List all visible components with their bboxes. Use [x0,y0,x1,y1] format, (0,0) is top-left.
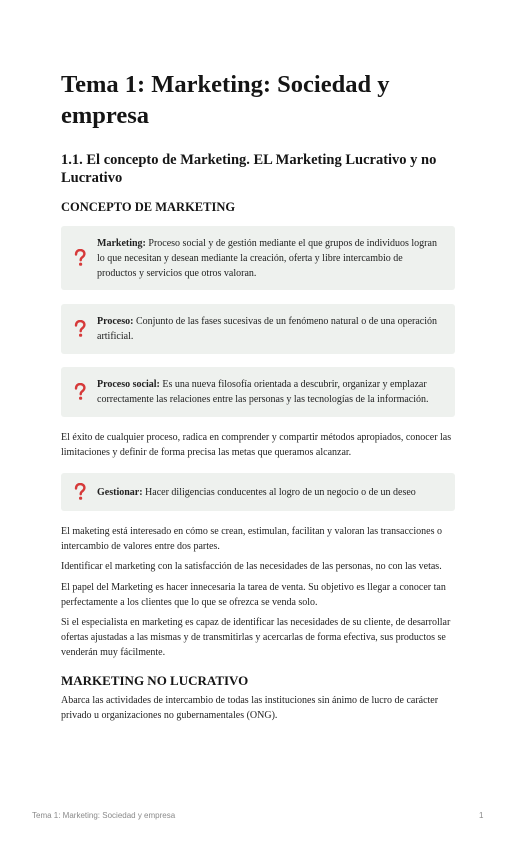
callout-proceso-social [61,367,455,417]
callout-term: Proceso: [97,316,134,327]
page-title: Tema 1: Marketing: Sociedad y empresa [61,71,390,129]
callout-text [97,236,443,281]
callout-definition: Es una nueva filosofía orientada a descubrir, organizar y emplazar correctamente las relaciones entre las personas y las tecnologías de la información. [97,379,429,405]
callout-term: Marketing: [97,237,146,249]
paragraph-exito: El éxito de cualquier proceso, radica en comprender y compartir métodos apropiados, conocer las limitaciones y definir de forma precisa las metas que queramos alcanzar. [61,432,452,458]
callout-term: Proceso social: [97,379,160,390]
callout-text [97,377,443,407]
question-mark-icon [73,483,87,501]
callout-marketing [61,226,455,290]
callout-definition: Conjunto de las fases sucesivas de un fenómeno natural o de una operación artificial. [97,316,437,342]
paragraph-maketing: El maketing está interesado en cómo se crean, estimulan, facilitan y valoran las transacciones o intercambio de valores entre dos partes. [61,526,442,552]
footer-title: Tema 1: Marketing: Sociedad y empresa [32,811,176,820]
heading-concepto: CONCEPTO DE MARKETING [61,200,236,214]
question-mark-icon [73,383,87,401]
paragraph-identificar: Identificar el marketing con la satisfacción de las necesidades de las personas, no con las vetas. [61,561,442,572]
callout-definition: Proceso social y de gestión mediante el que grupos de individuos logran lo que necesitan y desean mediante la creación, oferta y libre intercambio de productos y servicios que otros valoran. [97,237,437,279]
heading-no-lucrativo: MARKETING NO LUCRATIVO [61,673,249,688]
question-mark-icon [73,320,87,338]
paragraph-especialista: Si el especialista en marketing es capaz de identificar las necesidades de su cliente, de desarrollar ofertas ajustadas a las mismas y de transmitirlas y acercarlas de forma efectiva, sus productos se venderán muy fácilmente. [61,617,451,658]
section-title: 1.1. El concepto de Marketing. EL Marketing Lucrativo y no Lucrativo [61,152,437,186]
callout-proceso [61,304,455,354]
callout-gestionar [61,473,455,511]
paragraph-papel: El papel del Marketing es hacer innecesaria la tarea de venta. Su objetivo es llegar a conocer tan perfectamente a los clientes que lo que se ofrezca se venda solo. [61,582,446,608]
callout-term: Gestionar: [97,486,143,498]
callout-text [97,485,416,500]
callout-definition: Hacer diligencias conducentes al logro de un negocio o de un deseo [142,486,416,498]
callout-text [97,314,443,344]
paragraph-no-lucrativo: Abarca las actividades de intercambio de todas las instituciones sin ánimo de lucro de carácter privado u organizaciones no gubernamentales (ONG). [61,695,439,721]
question-mark-icon [73,249,87,267]
footer-page-number: 1 [479,811,484,820]
